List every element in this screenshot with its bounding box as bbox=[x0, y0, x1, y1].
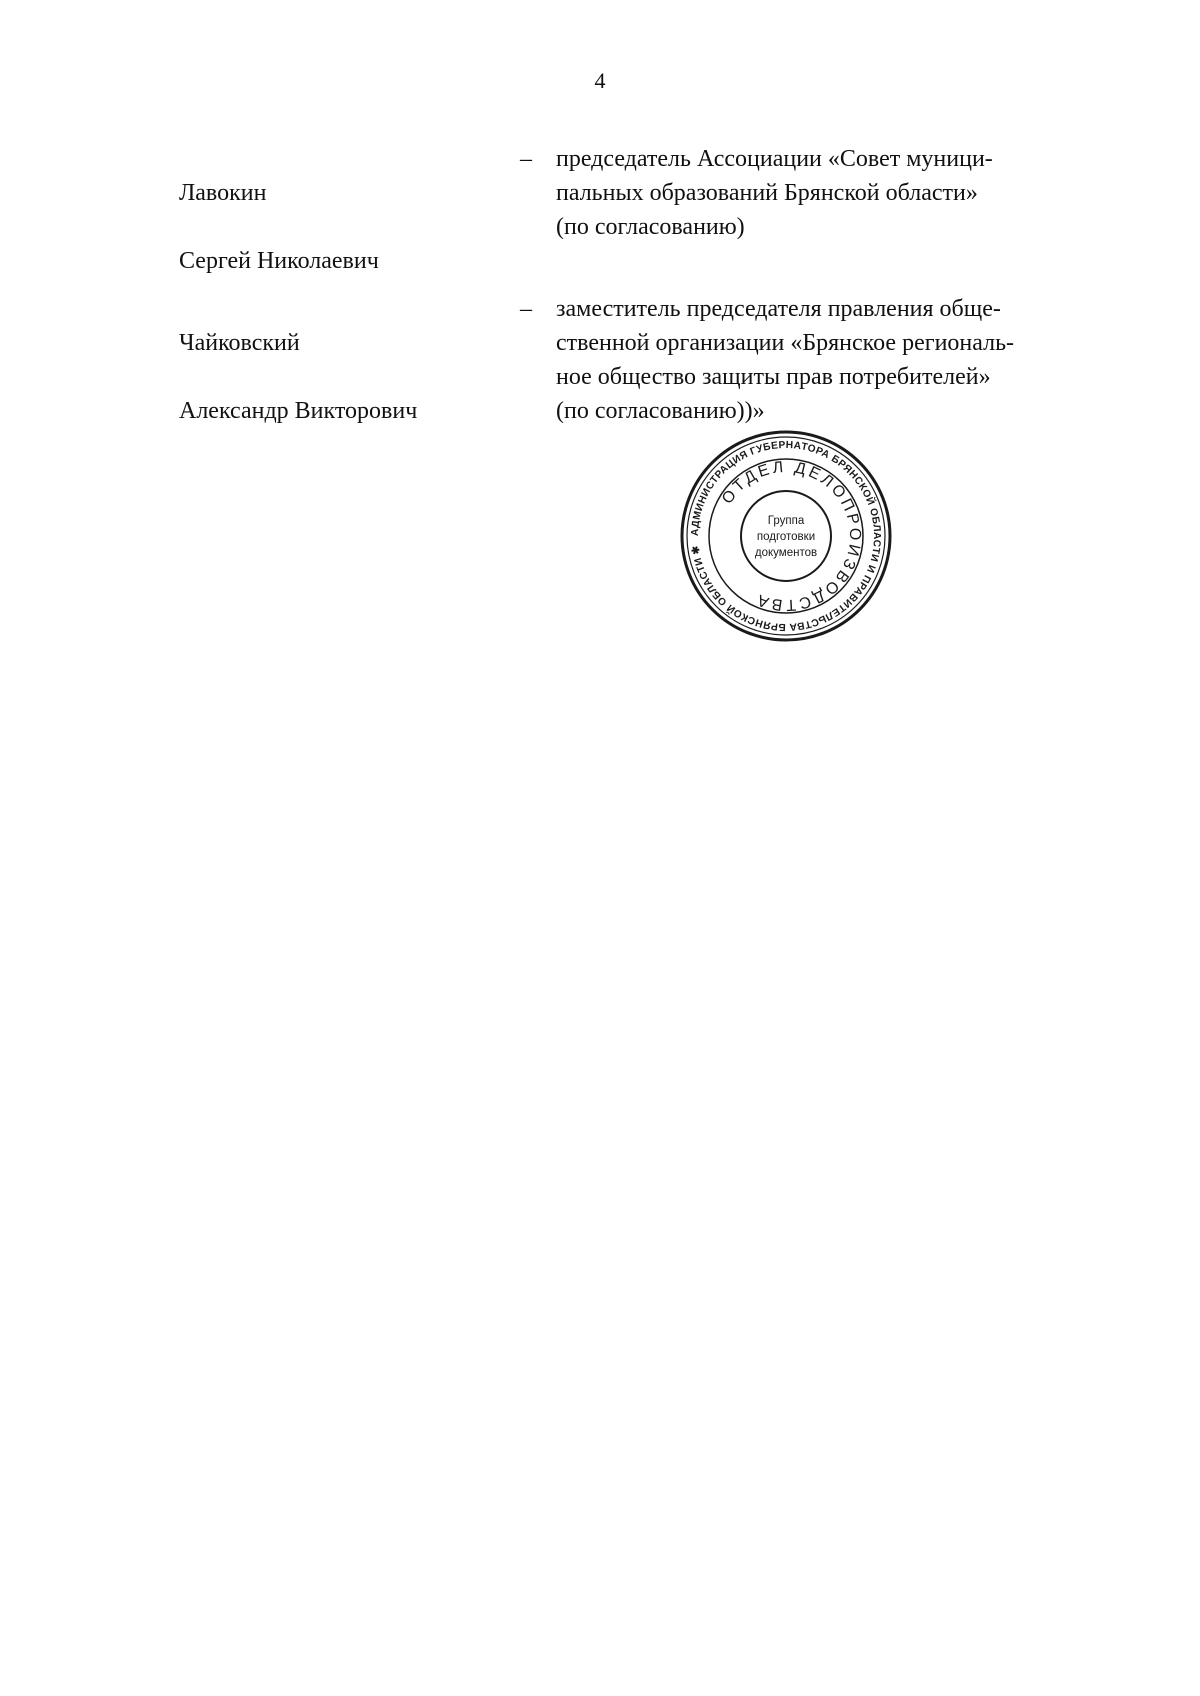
stamp-center-line: Группа bbox=[767, 515, 805, 527]
member-given-names: Сергей Николаевич bbox=[179, 248, 379, 274]
dash-separator: – bbox=[520, 146, 532, 172]
member-name bbox=[179, 142, 379, 312]
stamp-center-line: подготовки bbox=[756, 531, 816, 543]
role-line: (по согласованию) bbox=[556, 214, 745, 240]
stamp-outer-text: АДМИНИСТРАЦИЯ ГУБЕРНАТОРА БРЯНСКОЙ ОБЛАСТИ И ПРАВИТЕЛЬСТВА БРЯНСКОЙ ОБЛАСТИ ✱ bbox=[689, 439, 883, 633]
stamp-seal-icon bbox=[678, 428, 894, 644]
stamp-center-line: документов bbox=[754, 547, 818, 559]
member-role bbox=[556, 142, 1116, 244]
stamp-inner-text: ОТДЕЛ ДЕЛОПРОИЗВОДСТВА bbox=[718, 458, 864, 614]
role-line: (по согласованию))» bbox=[556, 398, 765, 424]
official-stamp bbox=[678, 428, 894, 644]
role-line: ное общество защиты прав потребителей» bbox=[556, 364, 991, 390]
role-line: заместитель председателя правления обще- bbox=[556, 296, 1001, 322]
dash-separator: – bbox=[520, 296, 532, 322]
role-line: пальных образований Брянской области» bbox=[556, 180, 978, 206]
member-given-names: Александр Викторович bbox=[179, 398, 418, 424]
member-role bbox=[556, 292, 1116, 428]
role-line: ственной организации «Брянское региональ- bbox=[556, 330, 1015, 356]
member-surname: Лавокин bbox=[179, 180, 267, 206]
member-surname: Чайковский bbox=[179, 330, 300, 356]
page-number: 4 bbox=[594, 68, 606, 93]
member-name bbox=[179, 292, 417, 462]
role-line: председатель Ассоциации «Совет муници- bbox=[556, 146, 993, 172]
